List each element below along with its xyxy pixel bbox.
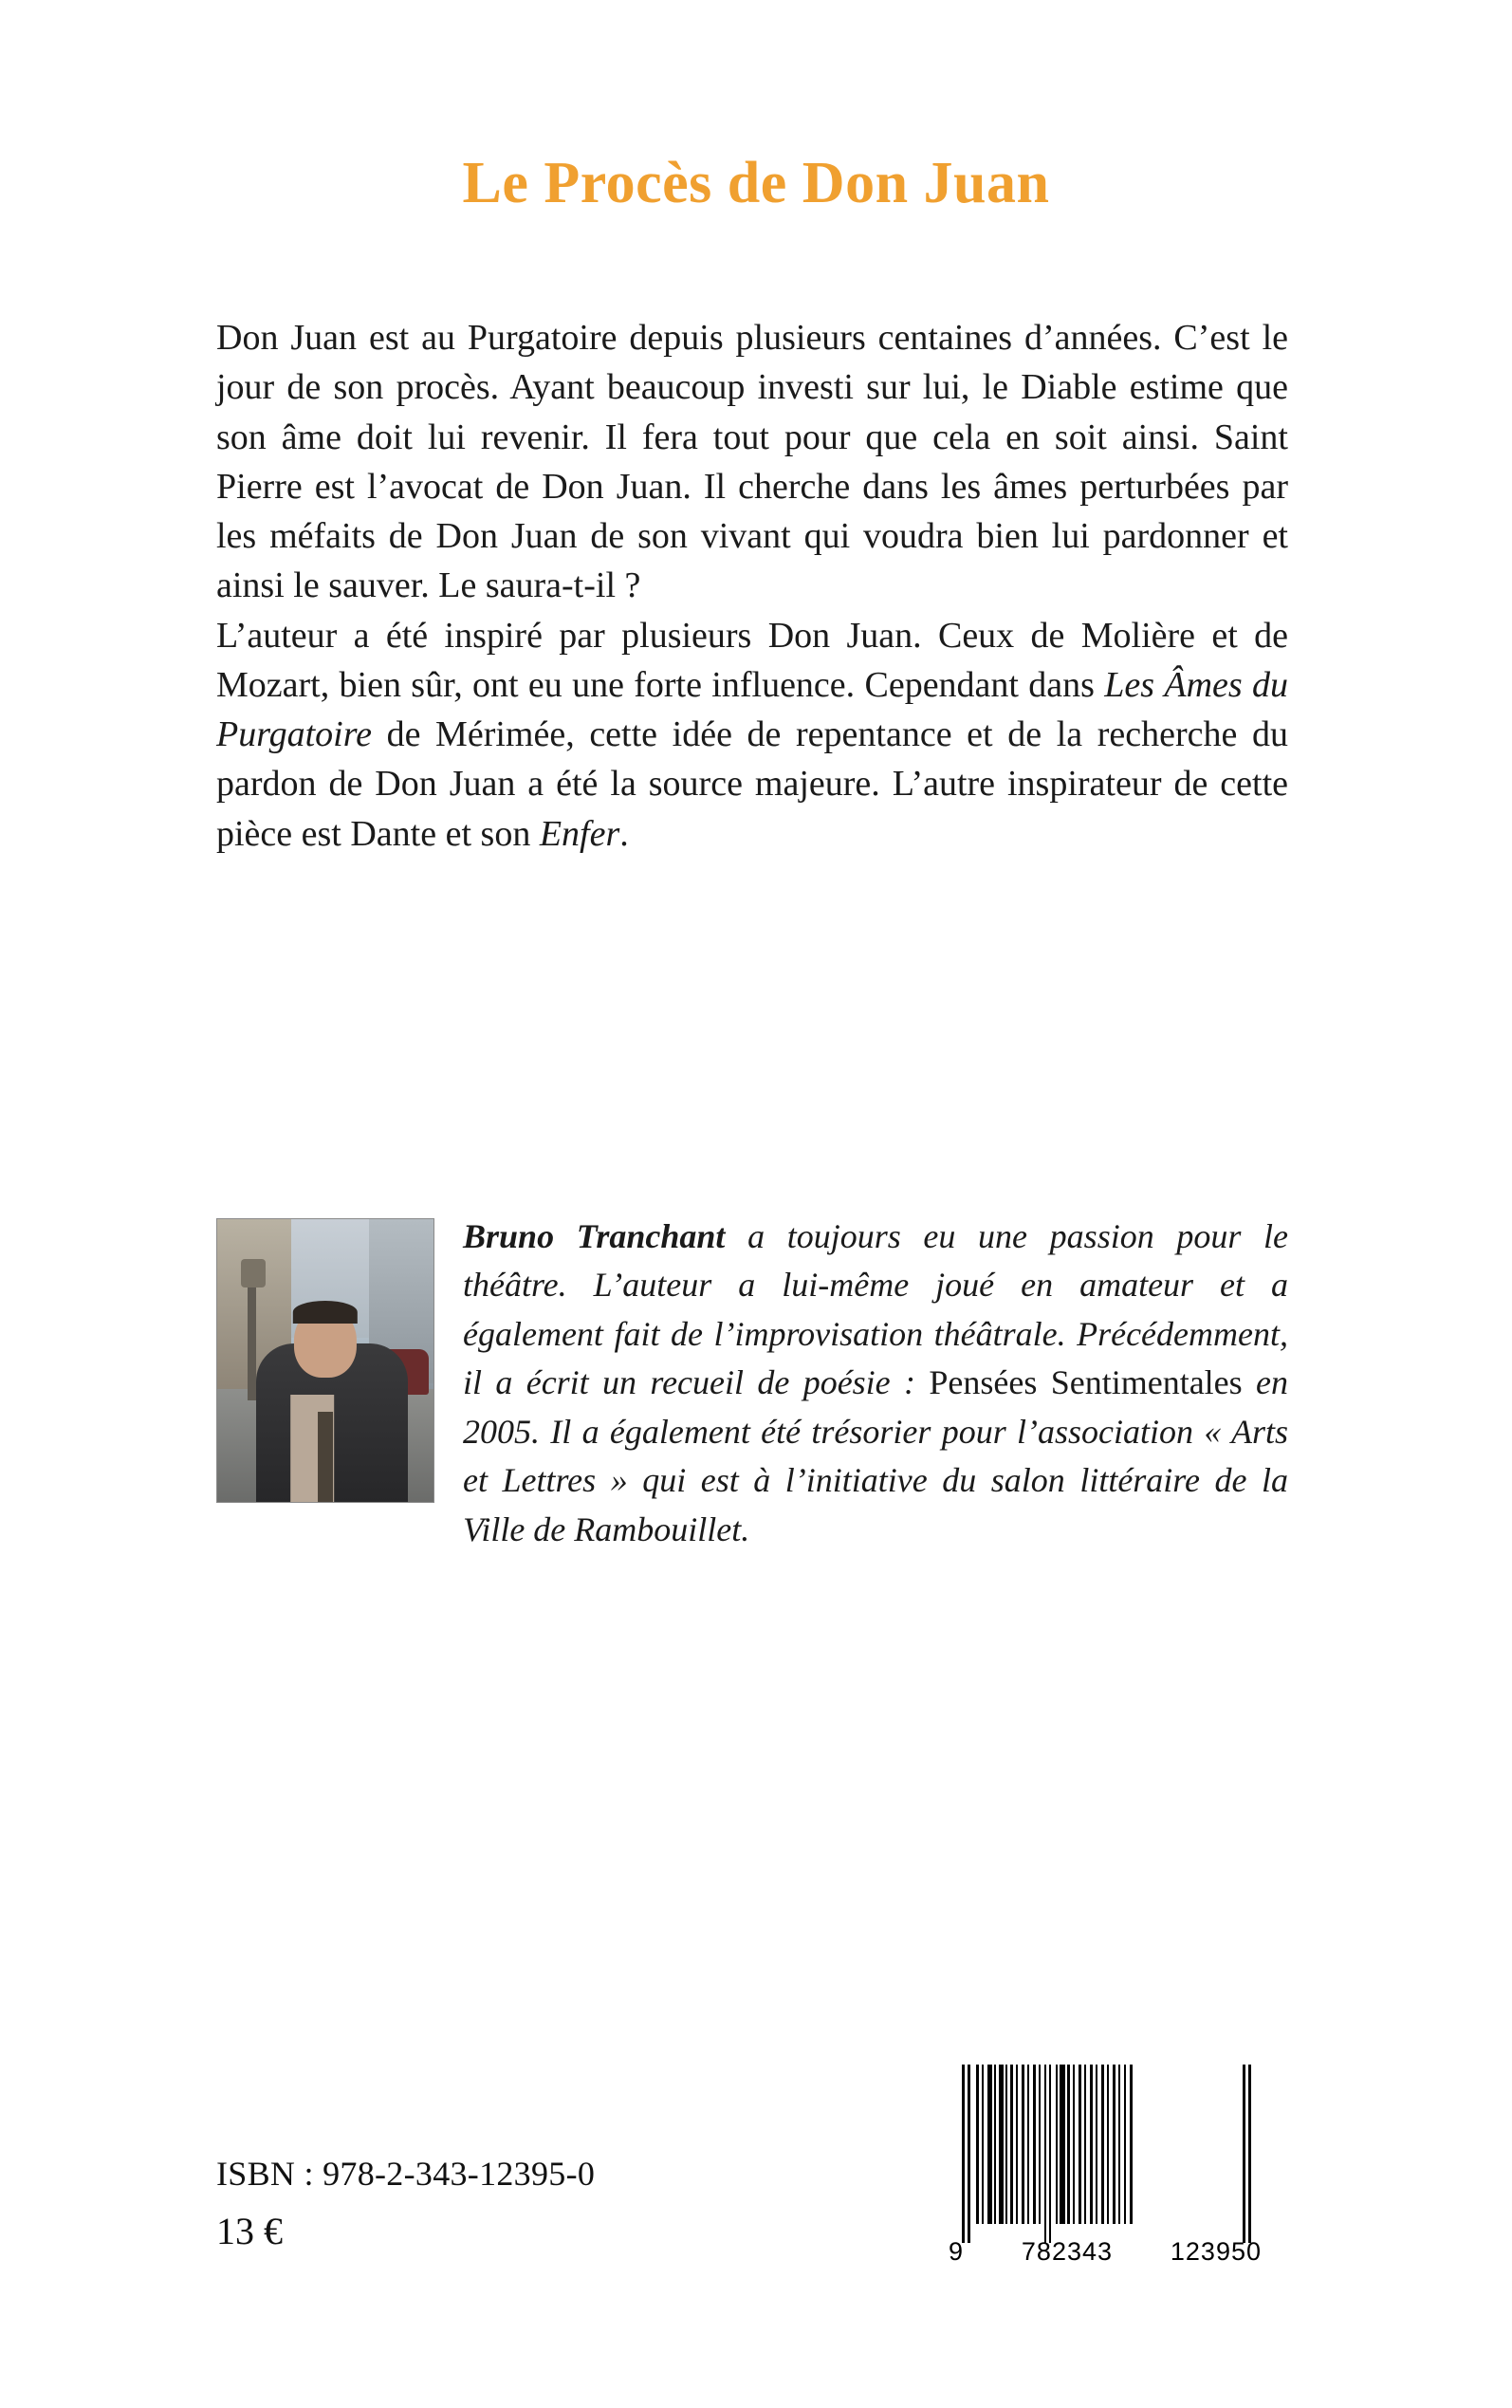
barcode-bar [1096,2065,1097,2224]
barcode-bar [1118,2065,1120,2224]
isbn-text: ISBN : 978-2-343-12395-0 [216,2155,596,2193]
barcode-bar [1073,2065,1075,2224]
barcode-digit-first: 9 [949,2237,965,2266]
barcode-bar [999,2065,1004,2224]
barcode-bar [1010,2065,1013,2224]
author-bio [216,1213,1288,1554]
barcode-digit-group1: 782343 [1021,2237,1114,2266]
barcode-bar [1060,2065,1065,2224]
author-bio-work-title: Pensées Sentimentales [929,1363,1243,1402]
barcode [949,2065,1262,2302]
barcode-bar [1039,2065,1041,2224]
barcode-bar [1067,2065,1070,2224]
barcode-digits [949,2237,1262,2267]
author-photo [216,1218,434,1503]
author-name: Bruno Tranchant [463,1217,726,1255]
blurb2-a: L’auteur a été inspiré par plusieurs Don Juan. Ceux de Molière et de Mozart, bien sûr, ont eu une forte influence. Cependant dans [216,615,1288,705]
barcode-bar [1049,2065,1051,2243]
barcode-bar [1005,2065,1007,2224]
barcode-bars [949,2065,1262,2243]
barcode-bar [1056,2065,1058,2224]
barcode-bar [1016,2065,1018,2224]
price-text: 13 € [216,2210,283,2252]
barcode-bar [1027,2065,1029,2224]
barcode-bar [1101,2065,1104,2224]
barcode-bar [1044,2065,1046,2243]
blurb-paragraph-1: Don Juan est au Purgatoire depuis plusieurs centaines d’années. C’est le jour de son procès. Ayant beaucoup investi sur lui, le Diable estime que son âme doit lui revenir. Il fera tout pour que cela en soit ainsi. Saint Pierre est l’avocat de Don Juan. Il cherche dans les âmes perturbées par les méfaits de Don Juan de son vivant qui voudra bien lui pardonner et ainsi le sauver. Le saura-t-il ? [216,318,1288,606]
barcode-bar [968,2065,970,2243]
barcode-bar [1243,2065,1245,2243]
blurb2-c: . [619,813,629,854]
blurb2-enfer-italic: Enfer [539,813,620,854]
barcode-bar [1113,2065,1116,2224]
barcode-bar [962,2065,965,2243]
blurb2-b: de Mérimée, cette idée de repentance et de la recherche du pardon de Don Juan a été la source majeure. L’autre inspirateur de cette pièce est Dante et son [216,714,1288,854]
photo-lamppost [248,1270,256,1400]
barcode-bar [1022,2065,1024,2224]
barcode-bar [987,2065,992,2224]
page-title: Le Procès de Don Juan [462,151,1050,215]
barcode-bar [1248,2065,1251,2243]
barcode-bar [1130,2065,1133,2224]
barcode-bar [982,2065,984,2224]
author-bio-a: a toujours eu une passion pour le théâtre. L’auteur a lui-même joué en amateur et a également fait de l’improvisation théâtrale. Précédemment, il a écrit un recueil de poésie : [463,1217,1288,1402]
barcode-bar [994,2065,996,2224]
barcode-bar [1107,2065,1109,2224]
blurb-paragraph-2 [216,611,1288,859]
barcode-bar [1124,2065,1126,2224]
barcode-digit-group2: 123950 [1170,2237,1262,2266]
barcode-bar [1033,2065,1036,2224]
photo-lamp-head [241,1259,266,1287]
barcode-bar [1084,2065,1086,2224]
blurb2-title-italic: Les Âmes du Purgatoire [216,664,1288,754]
barcode-bar [1079,2065,1081,2224]
blurb-text [216,313,1288,859]
photo-person-hair [293,1301,358,1324]
photo-person-tie [318,1412,333,1502]
barcode-bar [976,2065,979,2224]
barcode-bar [1090,2065,1093,2224]
author-bio-b: en 2005. Il a également été trésorier pour l’association « Arts et Lettres » qui est à l’initiative du salon littéraire de la Ville de Rambouillet. [463,1363,1289,1548]
